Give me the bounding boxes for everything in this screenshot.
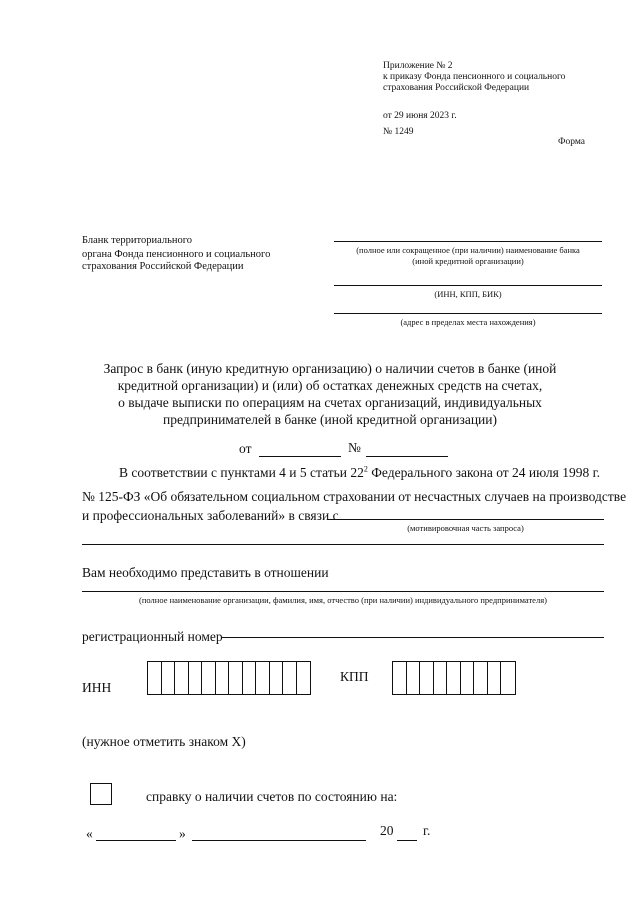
- title-line-4: предпринимателей в банке (иной кредитной организации): [163, 412, 497, 427]
- kpp-cell[interactable]: [447, 662, 461, 694]
- inn-cell[interactable]: [229, 662, 243, 694]
- bank-name-field[interactable]: [334, 241, 602, 242]
- kpp-label: КПП: [340, 669, 369, 684]
- inn-cell[interactable]: [283, 662, 297, 694]
- account-certificate-checkbox[interactable]: [90, 783, 112, 805]
- bank-address-field[interactable]: [334, 313, 602, 314]
- bank-inn-caption: (ИНН, КПП, БИК): [434, 289, 502, 299]
- motivation-field[interactable]: [327, 519, 604, 520]
- bank-name-caption-1: (полное или сокращенное (при наличии) наименование банка: [356, 245, 580, 255]
- inn-cell[interactable]: [243, 662, 257, 694]
- number-label: №: [348, 440, 361, 455]
- sender-line-3: страхования Российской Федерации: [82, 261, 244, 272]
- date-year-field[interactable]: [397, 840, 417, 841]
- year-prefix: 20: [380, 823, 394, 838]
- form-label: Форма: [558, 137, 586, 147]
- title-line-2: кредитной организации) и (или) об остатках денежных средств на счетах,: [117, 378, 543, 393]
- kpp-cells[interactable]: [392, 661, 516, 695]
- appendix-line-1: Приложение № 2: [383, 61, 453, 71]
- organization-name-field[interactable]: [82, 591, 604, 592]
- bank-address-caption: (адрес в пределах места нахождения): [400, 317, 536, 327]
- kpp-cell[interactable]: [434, 662, 448, 694]
- reg-number-label: регистрационный номер: [82, 629, 223, 644]
- sender-line-1: Бланк территориального: [82, 235, 193, 246]
- inn-cell[interactable]: [189, 662, 203, 694]
- mark-instruction: (нужное отметить знаком X): [82, 734, 246, 749]
- motivation-caption: (мотивировочная часть запроса): [407, 523, 524, 533]
- year-suffix: г.: [423, 823, 431, 838]
- appendix-line-2: к приказу Фонда пенсионного и социального: [383, 72, 566, 82]
- kpp-cell[interactable]: [420, 662, 434, 694]
- date-day-field[interactable]: [96, 840, 176, 841]
- appendix-line-3: страхования Российской Федерации: [383, 83, 530, 93]
- inn-cell[interactable]: [162, 662, 176, 694]
- kpp-cell[interactable]: [407, 662, 421, 694]
- title-line-1: Запрос в банк (иную кредитную организацию) о наличии счетов в банке (иной: [103, 361, 557, 376]
- title-line-3: о выдаче выписки по операциям на счетах организаций, индивидуальных: [118, 395, 542, 410]
- reg-number-field[interactable]: [222, 637, 604, 638]
- inn-cell[interactable]: [297, 662, 311, 694]
- kpp-cell[interactable]: [393, 662, 407, 694]
- request-date-field[interactable]: [259, 456, 341, 457]
- paragraph-line-1: В соответствии с пунктами 4 и 5 статьи $22^2$ Федерального закона от 24 июля 1998 г.: [119, 464, 600, 480]
- paragraph-line-3: и профессиональных заболеваний» в связи с: [82, 508, 339, 523]
- kpp-cell[interactable]: [474, 662, 488, 694]
- kpp-cell[interactable]: [488, 662, 502, 694]
- account-certificate-label: справку о наличии счетов по состоянию на:: [146, 789, 398, 804]
- date-month-field[interactable]: [192, 840, 366, 841]
- inn-cell[interactable]: [202, 662, 216, 694]
- bank-name-caption-2: (иной кредитной организации): [412, 256, 524, 266]
- request-label: Вам необходимо представить в отношении: [82, 565, 329, 580]
- request-number-field[interactable]: [366, 456, 448, 457]
- date-close-quote: »: [179, 826, 186, 841]
- from-label: от: [239, 441, 252, 456]
- kpp-cell[interactable]: [461, 662, 475, 694]
- organization-caption: (полное наименование организации, фамилия, имя, отчество (при наличии) индивидуального предпринимателя): [139, 595, 547, 605]
- kpp-cell[interactable]: [501, 662, 515, 694]
- bank-inn-field[interactable]: [334, 285, 602, 286]
- inn-cell[interactable]: [148, 662, 162, 694]
- appendix-date: от 29 июня 2023 г.: [383, 111, 457, 121]
- inn-cell[interactable]: [175, 662, 189, 694]
- inn-cell[interactable]: [270, 662, 284, 694]
- inn-cells[interactable]: [147, 661, 311, 695]
- date-open-quote: «: [86, 826, 93, 841]
- inn-cell[interactable]: [256, 662, 270, 694]
- motivation-field-continued[interactable]: [82, 544, 604, 545]
- inn-cell[interactable]: [216, 662, 230, 694]
- paragraph-line-2: № 125-ФЗ «Об обязательном социальном страховании от несчастных случаев на производстве: [82, 489, 627, 504]
- inn-label: ИНН: [82, 680, 112, 695]
- sender-line-2: органа Фонда пенсионного и социального: [82, 249, 271, 260]
- appendix-number: № 1249: [383, 127, 414, 137]
